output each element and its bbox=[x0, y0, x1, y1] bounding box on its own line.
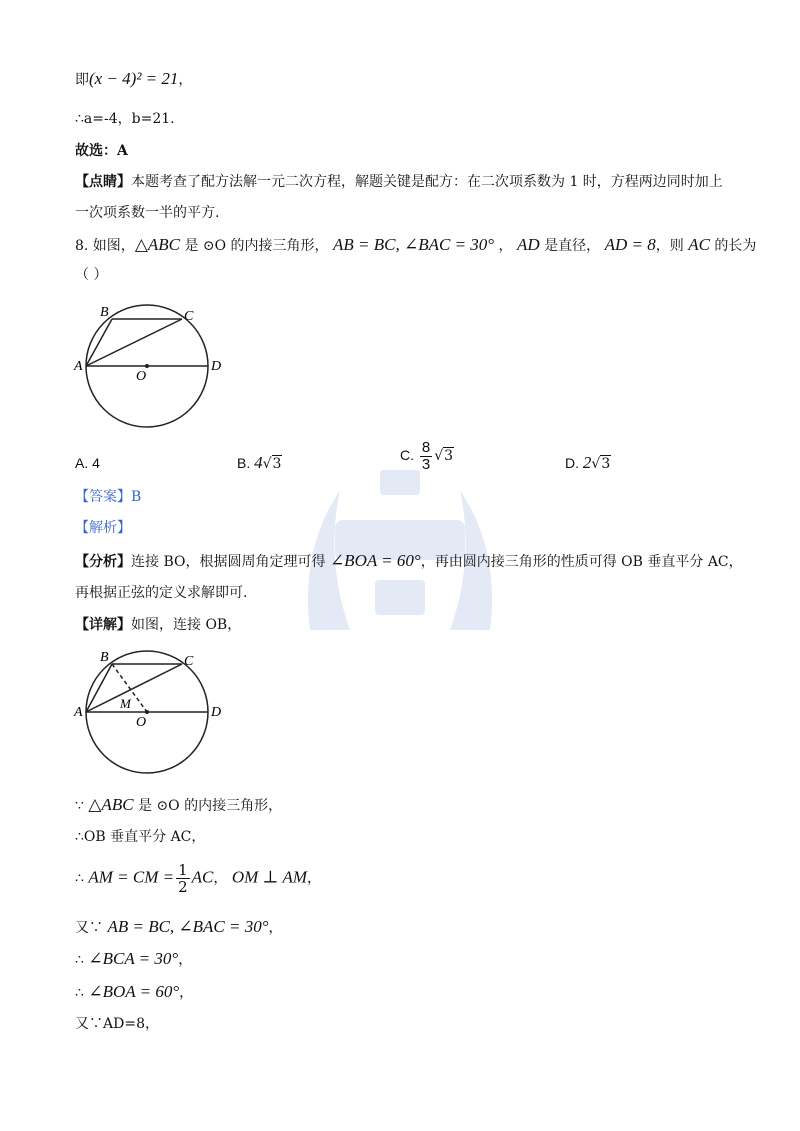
center-point bbox=[145, 364, 149, 368]
fenxi-line-1: 【分析】连接 BO，根据圆周角定理可得 ∠BOA = 60°，再由圆内接三角形的性质可得 OB 垂直平分 AC， bbox=[75, 551, 743, 570]
option-b: B. 4√3 bbox=[237, 453, 282, 472]
step-2: ∴OB 垂直平分 AC， bbox=[75, 829, 206, 845]
geometry-figure-1 bbox=[70, 298, 230, 438]
question-8-line-1: 8. 如图，△ABC 是 ⊙O 的内接三角形， AB = BC, ∠BAC = 30° ， AD 是直径， AD = 8，则 AC 的长为 bbox=[75, 235, 757, 254]
dianjing-line-2: 一次项系数一半的平方. bbox=[75, 205, 220, 221]
label-d: D bbox=[211, 359, 222, 374]
dianjing-line-1: 【点睛】本题考查了配方法解一元二次方程，解题关键是配方：在二次项系数为 1 时，方程两边同时加上 bbox=[75, 174, 723, 190]
label-m: M bbox=[120, 696, 131, 711]
label-o-2: O bbox=[136, 715, 147, 730]
analysis-heading: 【解析】 bbox=[75, 520, 131, 536]
step-6: ∴ ∠BOA = 60°， bbox=[75, 982, 194, 1001]
option-c: C. $\frac{8}{3}$ √3 bbox=[400, 439, 454, 473]
option-d: D. 2√3 bbox=[565, 453, 611, 472]
label-b-2: B bbox=[100, 650, 109, 665]
step-4: 又∵ AB = BC, ∠BAC = 30°， bbox=[75, 917, 283, 936]
label-a: A bbox=[74, 359, 83, 374]
answer-line: 【答案】B bbox=[75, 489, 142, 505]
label-c-2: C bbox=[184, 654, 194, 669]
fenxi-line-2: 再根据正弦的定义求解即可. bbox=[75, 585, 248, 601]
option-a: A. 4 bbox=[75, 455, 100, 471]
xiangjie-line: 【详解】如图，连接 OB， bbox=[75, 617, 242, 633]
chord-ac-2 bbox=[86, 664, 182, 712]
label-c: C bbox=[184, 309, 194, 324]
label-b: B bbox=[100, 305, 109, 320]
step-5: ∴ ∠BCA = 30°， bbox=[75, 949, 193, 968]
step-3: ∴ AM = CM = $\frac{1}{2}$ AC， OM ⊥ AM， bbox=[75, 861, 322, 896]
geometry-figure-2 bbox=[70, 642, 230, 782]
eq-line-1: 即(x − 4)² = 21， bbox=[75, 69, 193, 88]
choice-line: 故选：A bbox=[75, 143, 128, 159]
label-d-2: D bbox=[211, 705, 222, 720]
question-8-paren: （ ） bbox=[75, 267, 108, 283]
step-7: 又∵AD=8， bbox=[75, 1016, 159, 1032]
step-1: ∵ △ABC 是 ⊙O 的内接三角形， bbox=[75, 795, 283, 814]
label-a-2: A bbox=[74, 705, 83, 720]
label-o: O bbox=[136, 369, 147, 384]
result-line: ∴a=-4，b=21. bbox=[75, 111, 175, 127]
center-point-2 bbox=[145, 710, 149, 714]
